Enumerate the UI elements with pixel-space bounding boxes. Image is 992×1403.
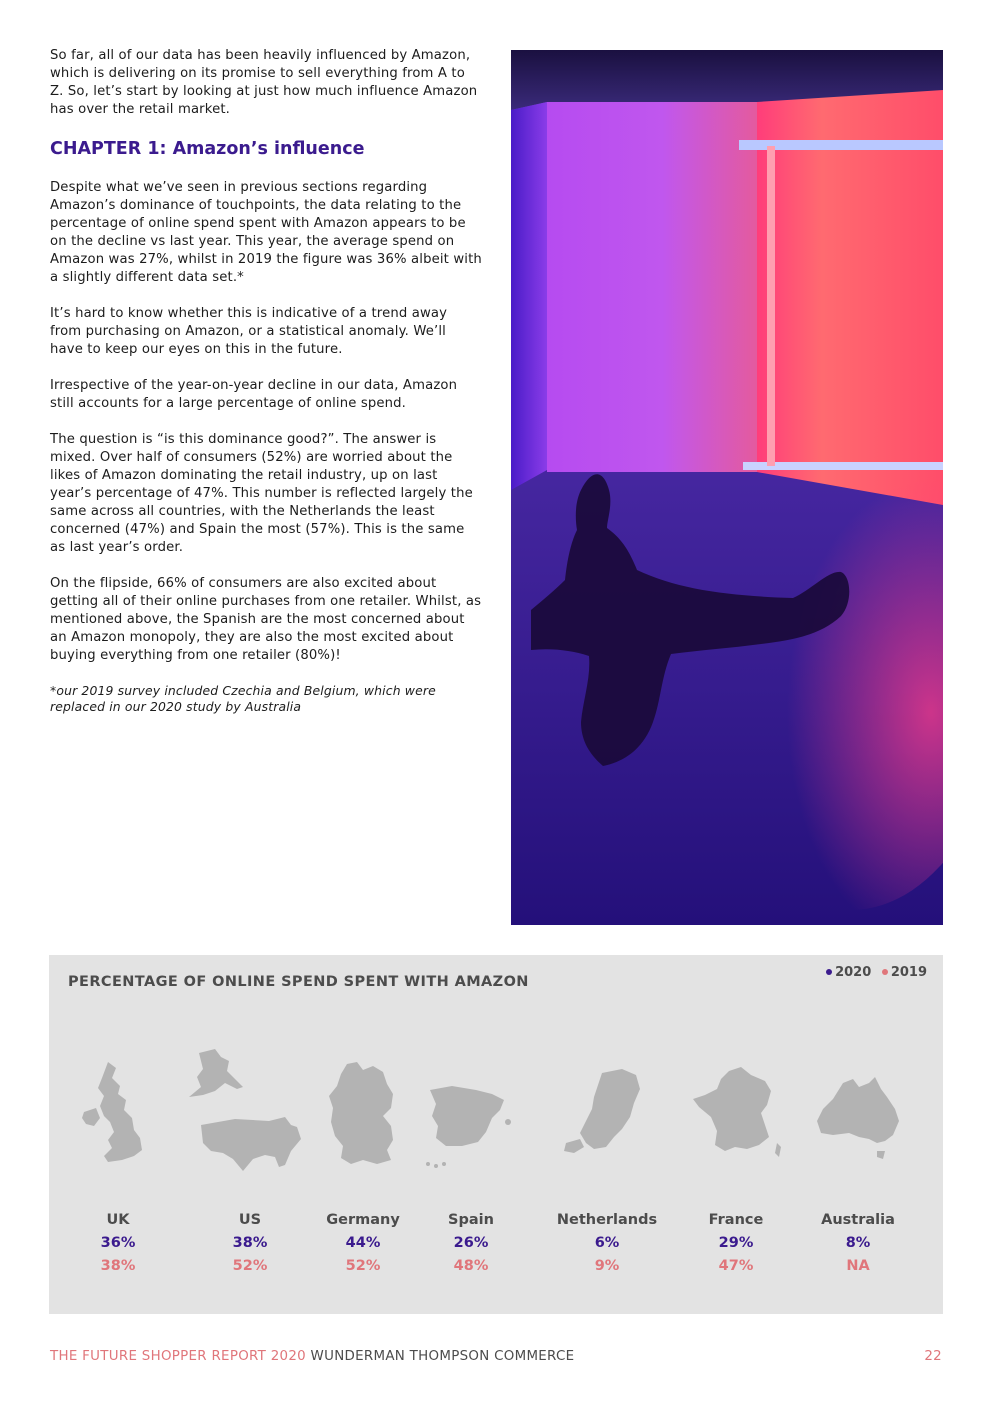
paragraph-2: It’s hard to know whether this is indicative of a trend away from purchasing on Amazon, or a statistical anomaly. We’ll have to keep our eyes on this in the future.: [50, 306, 448, 357]
germany-map-icon: [321, 1060, 405, 1170]
country-name: Germany: [326, 1212, 400, 1228]
legend: [826, 965, 927, 980]
value-2019: 52%: [232, 1258, 268, 1274]
value-2020: 8%: [845, 1235, 871, 1251]
country-name: Netherlands: [556, 1212, 658, 1228]
paragraph-1: Despite what we’ve seen in previous sections regarding Amazon’s dominance of touchpoints, the data relating to the percentage of online spend spent with Amazon appears to be on the decline vs last year. This year, the average spend on Amazon was 27%, whilst in 2019 the figure was 36% albeit with a slightly different data set.*: [50, 180, 482, 285]
value-2019: NA: [846, 1258, 870, 1274]
value-2019: 38%: [100, 1258, 136, 1274]
legend-2020: 2020: [826, 965, 871, 980]
france-map-icon: [689, 1065, 785, 1165]
paragraph-3: Irrespective of the year-on-year decline in our data, Amazon still accounts for a large percentage of online spend.: [50, 378, 458, 411]
panel-title: PERCENTAGE OF ONLINE SPEND SPENT WITH AMAZON: [68, 974, 529, 990]
netherlands-map-icon: [560, 1067, 656, 1167]
value-2019: 52%: [345, 1258, 381, 1274]
legend-dot-2019: [882, 969, 888, 975]
country-name: Australia: [821, 1212, 895, 1228]
amazon-spend-panel: [49, 955, 943, 1314]
country-name: France: [708, 1212, 764, 1228]
value-2020: 6%: [594, 1235, 620, 1251]
paragraph-4: The question is “is this dominance good?”. The answer is mixed. Over half of consumers (52%) are worried about the likes of Amazon dominating the retail industry, up on last year’s percentage of 47%. This number is reflected largely the same across all countries, with the Netherlands the least concerned (47%) and Spain the most (57%). This is the same as last year’s order.: [50, 432, 473, 555]
value-2019: 47%: [718, 1258, 754, 1274]
value-2019: 48%: [453, 1258, 489, 1274]
spain-map-icon: [422, 1080, 522, 1175]
us-map-icon: [185, 1047, 315, 1177]
article-text: [50, 47, 482, 733]
value-2020: 29%: [718, 1235, 754, 1251]
page-number: 22: [924, 1349, 942, 1364]
country-name: Spain: [448, 1212, 494, 1228]
value-2020: 36%: [100, 1235, 136, 1251]
neon-room-photo: [511, 50, 943, 925]
uk-map-icon: [78, 1060, 158, 1170]
country-name: UK: [106, 1212, 130, 1228]
report-title: THE FUTURE SHOPPER REPORT 2020: [50, 1349, 306, 1364]
value-2019: 9%: [594, 1258, 620, 1274]
australia-map-icon: [813, 1075, 905, 1165]
value-2020: 38%: [232, 1235, 268, 1251]
intro-paragraph: So far, all of our data has been heavily influenced by Amazon, which is delivering on its promise to sell everything from A to Z. So, let’s start by looking at just how much influence Amazon has over the retail market.: [50, 48, 478, 117]
neon-room-illustration: [511, 50, 943, 925]
value-2020: 44%: [345, 1235, 381, 1251]
value-2020: 26%: [453, 1235, 489, 1251]
legend-dot-2020: [826, 969, 832, 975]
footnote: *our 2019 survey included Czechia and Belgium, which were replaced in our 2020 study by Australia: [50, 683, 436, 714]
legend-2019: 2019: [882, 965, 927, 980]
paragraph-5: On the flipside, 66% of consumers are also excited about getting all of their online purchases from one retailer. Whilst, as mentioned above, the Spanish are the most concerned about an Amazon monopoly, they are also the most excited about buying everything from one retailer (80%)!: [50, 576, 482, 663]
page-footer: [50, 1349, 942, 1364]
chapter-title: CHAPTER 1: Amazon’s influence: [50, 139, 365, 159]
country-name: US: [238, 1212, 262, 1228]
company-name: WUNDERMAN THOMPSON COMMERCE: [310, 1349, 575, 1364]
